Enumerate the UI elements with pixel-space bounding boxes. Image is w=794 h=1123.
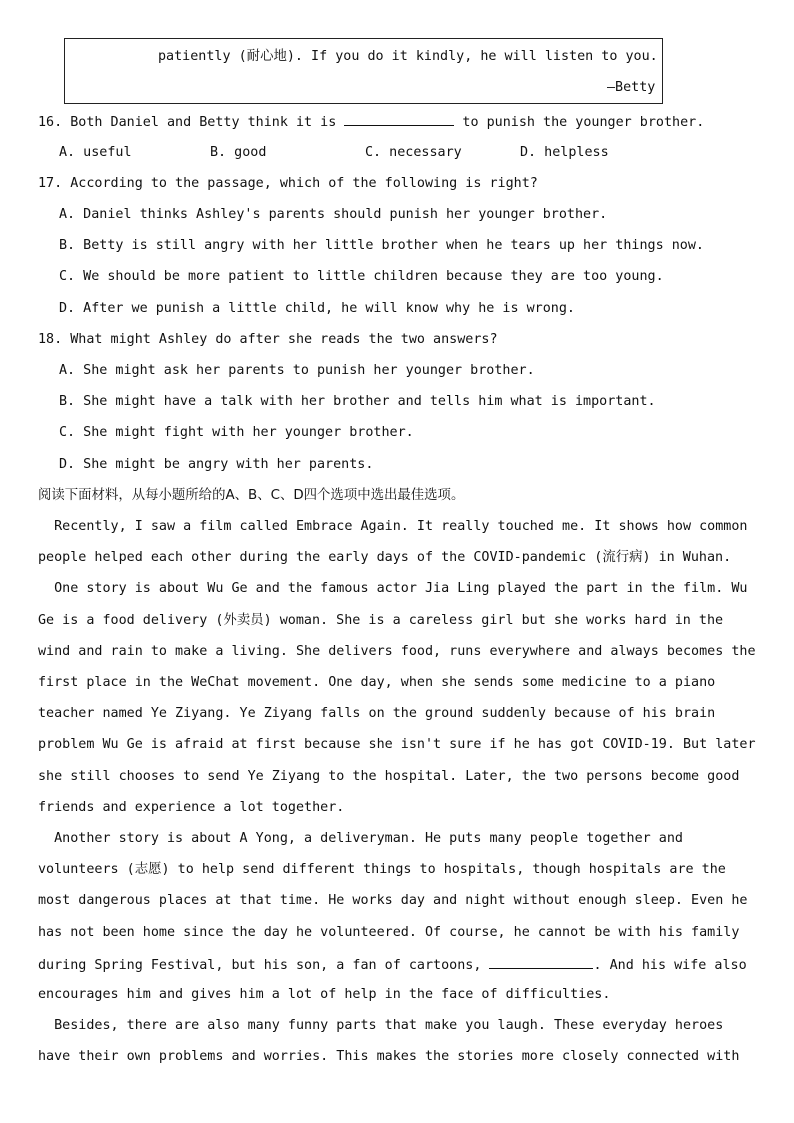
- passage-line: Besides, there are also many funny parts that make you laugh. These everyday heroes: [38, 1018, 724, 1033]
- passage-line: Ge is a food delivery (外卖员) woman. She is a careless girl but she works hard in the: [38, 613, 724, 628]
- q16-stem-b: to punish the younger brother.: [462, 115, 705, 130]
- q18-option-b: B. She might have a talk with her brother and tells him what is important.: [59, 394, 656, 409]
- q17-option-d: D. After we punish a little child, he will know why he is wrong.: [59, 301, 575, 316]
- question-16: [38, 112, 704, 132]
- q17-option-a: A. Daniel thinks Ashley's parents should punish her younger brother.: [59, 207, 608, 222]
- passage-line: has not been home since the day he volunteered. Of course, he cannot be with his family: [38, 925, 740, 940]
- q16-option-a: A. useful: [59, 145, 132, 160]
- q16-stem-a: 16. Both Daniel and Betty think it is: [38, 115, 337, 130]
- quote-signature: —Betty: [607, 80, 656, 95]
- question-17: 17. According to the passage, which of the following is right?: [38, 176, 538, 191]
- answer-blank: [344, 112, 454, 126]
- passage-line: she still chooses to send Ye Ziyang to the hospital. Later, the two persons become good: [38, 769, 740, 784]
- q17-option-c: C. We should be more patient to little children because they are too young.: [59, 269, 664, 284]
- passage-line: teacher named Ye Ziyang. Ye Ziyang falls on the ground suddenly because of his brain: [38, 706, 716, 721]
- passage-line: first place in the WeChat movement. One day, when she sends some medicine to a piano: [38, 675, 716, 690]
- passage-blank-line: [38, 955, 747, 975]
- passage-line: problem Wu Ge is afraid at first because she isn't sure if he has got COVID-19. But later: [38, 737, 756, 752]
- q18-option-c: C. She might fight with her younger brother.: [59, 425, 414, 440]
- q18-option-d: D. She might be angry with her parents.: [59, 457, 374, 472]
- section-instruction: 阅读下面材料，从每小题所给的A、B、C、D四个选项中选出最佳选项。: [38, 488, 465, 503]
- q16-option-d: D. helpless: [520, 145, 609, 160]
- passage-line: have their own problems and worries. This makes the stories more closely connected with: [38, 1049, 740, 1064]
- passage-line: One story is about Wu Ge and the famous actor Jia Ling played the part in the film. Wu: [38, 581, 748, 596]
- passage-line: Another story is about A Yong, a deliveryman. He puts many people together and: [38, 831, 683, 846]
- question-18: 18. What might Ashley do after she reads the two answers?: [38, 332, 498, 347]
- passage-line: Recently, I saw a film called Embrace Again. It really touched me. It shows how common: [38, 519, 748, 534]
- quote-line: patiently (耐心地). If you do it kindly, he will listen to you.: [158, 49, 658, 64]
- passage-line: encourages him and gives him a lot of help in the face of difficulties.: [38, 987, 611, 1002]
- passage-blank-line-b: . And his wife also: [593, 958, 747, 973]
- passage-line: friends and experience a lot together.: [38, 800, 345, 815]
- q16-option-b: B. good: [210, 145, 267, 160]
- q18-option-a: A. She might ask her parents to punish her younger brother.: [59, 363, 535, 378]
- q16-option-c: C. necessary: [365, 145, 462, 160]
- passage-line: people helped each other during the early days of the COVID-pandemic (流行病) in Wuhan.: [38, 550, 732, 565]
- passage-line: volunteers (志愿) to help send different things to hospitals, though hospitals are the: [38, 862, 726, 877]
- answer-blank: [489, 955, 593, 969]
- q17-option-b: B. Betty is still angry with her little brother when he tears up her things now.: [59, 238, 704, 253]
- passage-line: most dangerous places at that time. He works day and night without enough sleep. Even he: [38, 893, 748, 908]
- passage-blank-line-a: during Spring Festival, but his son, a fan of cartoons,: [38, 958, 482, 973]
- passage-line: wind and rain to make a living. She delivers food, runs everywhere and always becomes the: [38, 644, 756, 659]
